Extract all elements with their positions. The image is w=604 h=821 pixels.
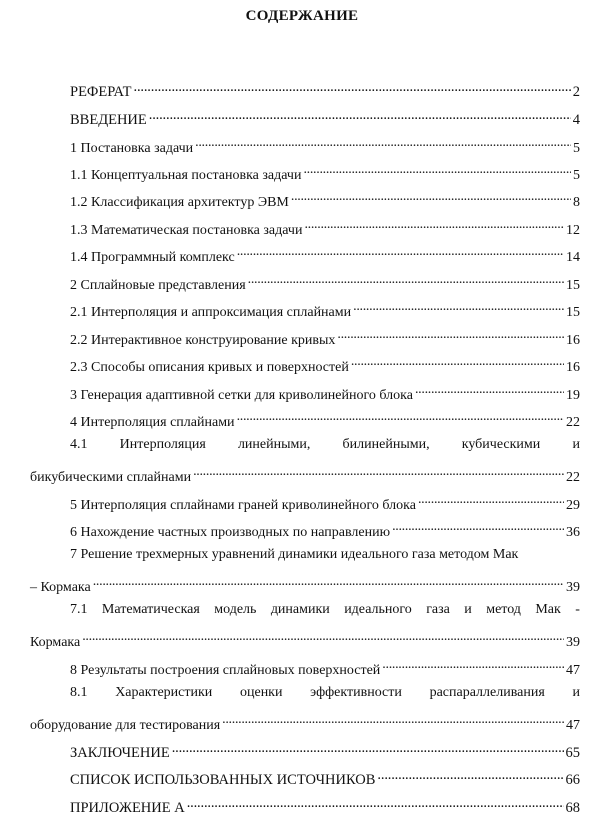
toc-entry-2-2[interactable] [70, 326, 580, 348]
toc-entry-text: СПИСОК ИСПОЛЬЗОВАННЫХ ИСТОЧНИКОВ [70, 772, 376, 788]
toc-entry-4[interactable] [70, 408, 580, 430]
toc-word: Характеристики [115, 685, 213, 700]
toc-page-number: 29 [566, 498, 580, 513]
toc-entry-text: 1.2 Классификация архитектур ЭВМ [70, 195, 289, 210]
toc-word: газа [426, 602, 450, 617]
toc-entry-2[interactable] [70, 271, 580, 293]
toc-entry-text: – Кормака [30, 580, 91, 595]
toc-page-number: 39 [566, 580, 580, 595]
toc-entry-text: 1.4 Программный комплекс [70, 250, 235, 265]
toc-word: метод [486, 602, 521, 617]
leader-dots [303, 161, 571, 179]
leader-dots [237, 243, 564, 261]
toc-word: Интерполяция [119, 437, 206, 452]
leader-dots [248, 271, 564, 289]
toc-page-number: 5 [573, 141, 580, 156]
leader-dots [351, 353, 564, 371]
toc-word: динамики [270, 602, 330, 617]
leader-dots [418, 491, 564, 509]
toc-page-number: 15 [566, 305, 580, 320]
toc-page-number: 36 [566, 525, 580, 540]
toc-page-number: 8 [573, 195, 580, 210]
toc-word: оценки [239, 685, 283, 700]
toc-entry-text: ВВЕДЕНИЕ [70, 112, 147, 128]
toc-entry-text: оборудование для тестирования [30, 718, 221, 733]
toc-page-number: 68 [565, 800, 580, 816]
leader-dots [382, 656, 564, 674]
toc-word: идеального [344, 602, 412, 617]
toc-word: и [464, 602, 472, 617]
leader-dots [353, 298, 564, 316]
toc-entry-text: РЕФЕРАТ [70, 84, 132, 100]
toc-page-number: 47 [566, 663, 580, 678]
leader-dots [304, 216, 564, 234]
toc-entry-references[interactable] [70, 766, 580, 788]
toc-entry-5[interactable] [70, 491, 580, 513]
toc-word: 7.1 [70, 602, 88, 617]
toc-word: эффективности [310, 685, 402, 700]
toc-entry-abstract[interactable] [70, 78, 580, 100]
toc-page-number: 39 [566, 635, 580, 650]
toc-word: 4.1 [70, 437, 88, 452]
leader-dots [172, 739, 564, 757]
toc-word: билинейными, [342, 437, 430, 452]
toc-entry-4-1-line1[interactable] [70, 436, 580, 454]
toc-page-number: 16 [566, 333, 580, 348]
toc-page-number: 65 [565, 745, 580, 761]
toc-page-number: 47 [566, 718, 580, 733]
toc-page-number: 15 [566, 278, 580, 293]
toc-entry-1-3[interactable] [70, 216, 580, 238]
toc-word: 7 Решение трехмерных уравнений динамики идеального газа методом Мак [70, 547, 519, 562]
toc-word: и [572, 685, 580, 700]
toc-word: кубическими [461, 437, 541, 452]
toc-entry-text: 4 Интерполяция сплайнами [70, 415, 235, 430]
toc-entry-conclusion[interactable] [70, 739, 580, 761]
toc-page-number: 4 [572, 112, 580, 128]
toc-entry-text: 1 Постановка задачи [70, 141, 194, 156]
leader-dots [222, 711, 564, 729]
toc-word: Мак [535, 602, 561, 617]
toc-page-number: 22 [566, 470, 580, 485]
leader-dots [93, 573, 564, 591]
toc-page-number: 16 [566, 360, 580, 375]
toc-entry-3[interactable] [70, 381, 580, 403]
leader-dots [337, 326, 564, 344]
leader-dots [377, 766, 563, 784]
toc-entry-4-1-line2[interactable] [30, 463, 580, 485]
toc-entry-1-1[interactable] [70, 161, 580, 183]
toc-page-number: 14 [566, 250, 580, 265]
toc-entry-text: 2.1 Интерполяция и аппроксимация сплайнами [70, 305, 352, 320]
toc-entry-7-1-line2[interactable] [30, 628, 580, 650]
toc-page-number: 2 [572, 84, 580, 100]
leader-dots [415, 381, 564, 399]
toc-entry-text: 2.3 Способы описания кривых и поверхностей [70, 360, 349, 375]
toc-entry-7-line2[interactable] [30, 573, 580, 595]
toc-entry-7-line1[interactable] [70, 546, 580, 564]
page-title: СОДЕРЖАНИЕ [245, 8, 359, 24]
toc-entry-2-1[interactable] [70, 298, 580, 320]
toc-word: и [572, 437, 580, 452]
toc-word: линейными, [237, 437, 311, 452]
toc-page-number: 22 [566, 415, 580, 430]
toc-entry-text: 1.3 Математическая постановка задачи [70, 223, 303, 238]
toc-entry-text: 3 Генерация адаптивной сетки для криволинейного блока [70, 388, 413, 403]
toc-entry-text: 6 Нахождение частных производных по направлению [70, 525, 391, 540]
toc-entry-text: Кормака [30, 635, 81, 650]
toc-word: Математическая [101, 602, 200, 617]
toc-page-number: 5 [573, 168, 580, 183]
toc-entry-8[interactable] [70, 656, 580, 678]
toc-page-number: 66 [565, 772, 580, 788]
leader-dots [187, 794, 564, 812]
toc-entry-1[interactable] [70, 134, 580, 156]
leader-dots [237, 408, 564, 426]
toc-entry-introduction[interactable] [70, 106, 580, 128]
leader-dots [193, 463, 564, 481]
leader-dots [392, 518, 564, 536]
toc-entry-2-3[interactable] [70, 353, 580, 375]
leader-dots [82, 628, 564, 646]
toc-page-number: 12 [566, 223, 580, 238]
toc-word: распараллеливания [429, 685, 545, 700]
toc-entry-1-2[interactable] [70, 188, 580, 210]
toc-entry-6[interactable] [70, 518, 580, 540]
toc-entry-1-4[interactable] [70, 243, 580, 265]
toc-entry-text: ПРИЛОЖЕНИЕ А [70, 800, 185, 816]
toc-entry-appendix-a[interactable] [70, 794, 580, 816]
toc-page-number: 19 [566, 388, 580, 403]
toc-entry-text: 2.2 Интерактивное конструирование кривых [70, 333, 336, 348]
toc-entry-text: 8 Результаты построения сплайновых поверхностей [70, 663, 381, 678]
leader-dots [291, 188, 571, 206]
toc-entry-text: 2 Сплайновые представления [70, 278, 246, 293]
toc-word: 8.1 [70, 685, 88, 700]
leader-dots [134, 78, 571, 96]
toc-word: модель [214, 602, 257, 617]
toc-entry-8-1-line2[interactable] [30, 711, 580, 733]
toc-entry-8-1-line1[interactable] [70, 684, 580, 702]
toc-entry-text: бикубическими сплайнами [30, 470, 192, 485]
leader-dots [195, 134, 571, 152]
toc-entry-7-1-line1[interactable] [70, 601, 580, 619]
toc-entry-text: ЗАКЛЮЧЕНИЕ [70, 745, 170, 761]
leader-dots [149, 106, 571, 124]
toc-word: - [575, 602, 580, 617]
toc-entry-text: 5 Интерполяция сплайнами граней криволинейного блока [70, 498, 416, 513]
toc-entry-text: 1.1 Концептуальная постановка задачи [70, 168, 302, 183]
